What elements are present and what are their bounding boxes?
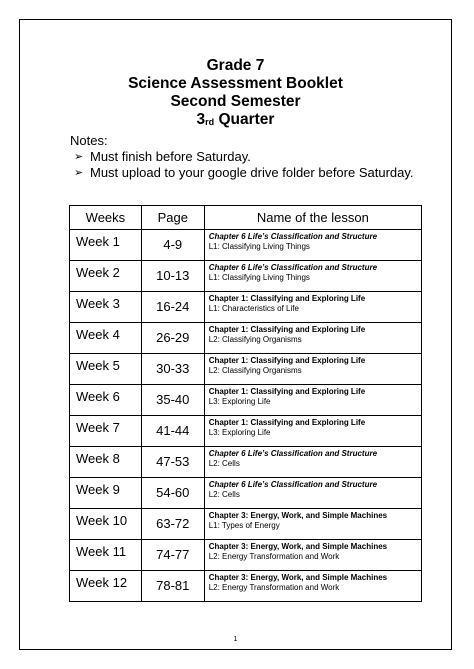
- page-range-cell: 4-9: [141, 230, 204, 261]
- lesson-name: L2: Classifying Organisms: [208, 335, 302, 344]
- page-range-cell: 30-33: [141, 354, 204, 385]
- week-cell: Week 2: [70, 261, 142, 292]
- lesson-name: L1: Classifying Living Things: [208, 242, 310, 251]
- table-row: [70, 447, 422, 478]
- week-cell: Week 8: [70, 447, 142, 478]
- week-cell: Week 10: [70, 509, 142, 540]
- chapter-name: Chapter 6 Life’s Classification and Structure: [208, 263, 378, 272]
- document-page: [19, 19, 452, 650]
- title-block: [20, 57, 451, 130]
- lesson-cell: [204, 447, 421, 478]
- lesson-name: L3: Exploring Life: [208, 397, 271, 406]
- lesson-cell: [204, 354, 421, 385]
- page-range-cell: 63-72: [141, 509, 204, 540]
- lesson-cell: [204, 292, 421, 323]
- table-row: [70, 230, 422, 261]
- semester-title: Second Semester: [170, 93, 301, 110]
- week-cell: Week 5: [70, 354, 142, 385]
- header-weeks: Weeks: [70, 206, 142, 230]
- table-row: [70, 571, 422, 602]
- chapter-name: Chapter 1: Classifying and Exploring Life: [208, 294, 366, 303]
- table-row: [70, 385, 422, 416]
- chapter-name: Chapter 3: Energy, Work, and Simple Machines: [208, 511, 388, 520]
- lesson-name: L2: Energy Transformation and Work: [208, 552, 340, 561]
- week-cell: Week 4: [70, 323, 142, 354]
- chapter-name: Chapter 6 Life’s Classification and Structure: [208, 232, 378, 241]
- lesson-name: L1: Characteristics of Life: [208, 304, 299, 313]
- note-text: Must upload to your google drive folder before Saturday.: [90, 165, 414, 180]
- week-cell: Week 11: [70, 540, 142, 571]
- lesson-table: [69, 205, 422, 602]
- table-row: [70, 292, 422, 323]
- page-range-cell: 10-13: [141, 261, 204, 292]
- lesson-name: L2: Cells: [208, 459, 240, 468]
- week-cell: Week 1: [70, 230, 142, 261]
- page-range-cell: 26-29: [141, 323, 204, 354]
- week-cell: Week 12: [70, 571, 142, 602]
- chapter-name: Chapter 3: Energy, Work, and Simple Machines: [208, 573, 388, 582]
- quarter-word: Quarter: [218, 111, 275, 128]
- week-cell: Week 6: [70, 385, 142, 416]
- chapter-name: Chapter 1: Classifying and Exploring Life: [208, 325, 366, 334]
- page-range-cell: 35-40: [141, 385, 204, 416]
- lesson-cell: [204, 571, 421, 602]
- note-text: Must finish before Saturday.: [90, 149, 251, 164]
- header-lesson: Name of the lesson: [204, 206, 421, 230]
- table-row: [70, 540, 422, 571]
- quarter-title: [20, 111, 451, 130]
- table-header-row: [70, 206, 422, 230]
- chapter-name: Chapter 6 Life’s Classification and Structure: [208, 480, 378, 489]
- week-cell: Week 7: [70, 416, 142, 447]
- notes-section: [70, 133, 420, 181]
- note-item: [70, 165, 420, 181]
- arrow-bullet-icon: ➢: [74, 151, 84, 163]
- lesson-name: L2: Cells: [208, 490, 240, 499]
- page-range-cell: 47-53: [141, 447, 204, 478]
- notes-heading: Notes:: [70, 133, 108, 148]
- booklet-title: Science Assessment Booklet: [128, 75, 343, 92]
- header-page: Page: [141, 206, 204, 230]
- arrow-bullet-icon: ➢: [74, 167, 84, 179]
- table-row: [70, 261, 422, 292]
- page-number: 1: [233, 636, 238, 643]
- lesson-name: L1: Classifying Living Things: [208, 273, 310, 282]
- chapter-name: Chapter 1: Classifying and Exploring Life: [208, 387, 366, 396]
- lesson-cell: [204, 385, 421, 416]
- lesson-name: L2: Energy Transformation and Work: [208, 583, 340, 592]
- chapter-name: Chapter 1: Classifying and Exploring Life: [208, 418, 366, 427]
- page-range-cell: 16-24: [141, 292, 204, 323]
- page-range-cell: 41-44: [141, 416, 204, 447]
- table-row: [70, 509, 422, 540]
- lesson-cell: [204, 230, 421, 261]
- lesson-cell: [204, 323, 421, 354]
- chapter-name: Chapter 1: Classifying and Exploring Life: [208, 356, 366, 365]
- lesson-cell: [204, 540, 421, 571]
- table-row: [70, 323, 422, 354]
- week-cell: Week 9: [70, 478, 142, 509]
- lesson-cell: [204, 261, 421, 292]
- grade-title: Grade 7: [206, 57, 265, 74]
- page-range-cell: 78-81: [141, 571, 204, 602]
- lesson-name: L2: Classifying Organisms: [208, 366, 302, 375]
- note-item: [70, 149, 420, 165]
- week-cell: Week 3: [70, 292, 142, 323]
- lesson-name: L3: Exploring Life: [208, 428, 271, 437]
- table-row: [70, 354, 422, 385]
- lesson-cell: [204, 416, 421, 447]
- table-row: [70, 478, 422, 509]
- lesson-name: L1: Types of Energy: [208, 521, 280, 530]
- page-range-cell: 54-60: [141, 478, 204, 509]
- lesson-cell: [204, 478, 421, 509]
- lesson-cell: [204, 509, 421, 540]
- table-row: [70, 416, 422, 447]
- quarter-ordinal: rd: [205, 117, 215, 127]
- page-range-cell: 74-77: [141, 540, 204, 571]
- quarter-number: 3: [196, 111, 206, 128]
- chapter-name: Chapter 3: Energy, Work, and Simple Machines: [208, 542, 388, 551]
- chapter-name: Chapter 6 Life’s Classification and Structure: [208, 449, 378, 458]
